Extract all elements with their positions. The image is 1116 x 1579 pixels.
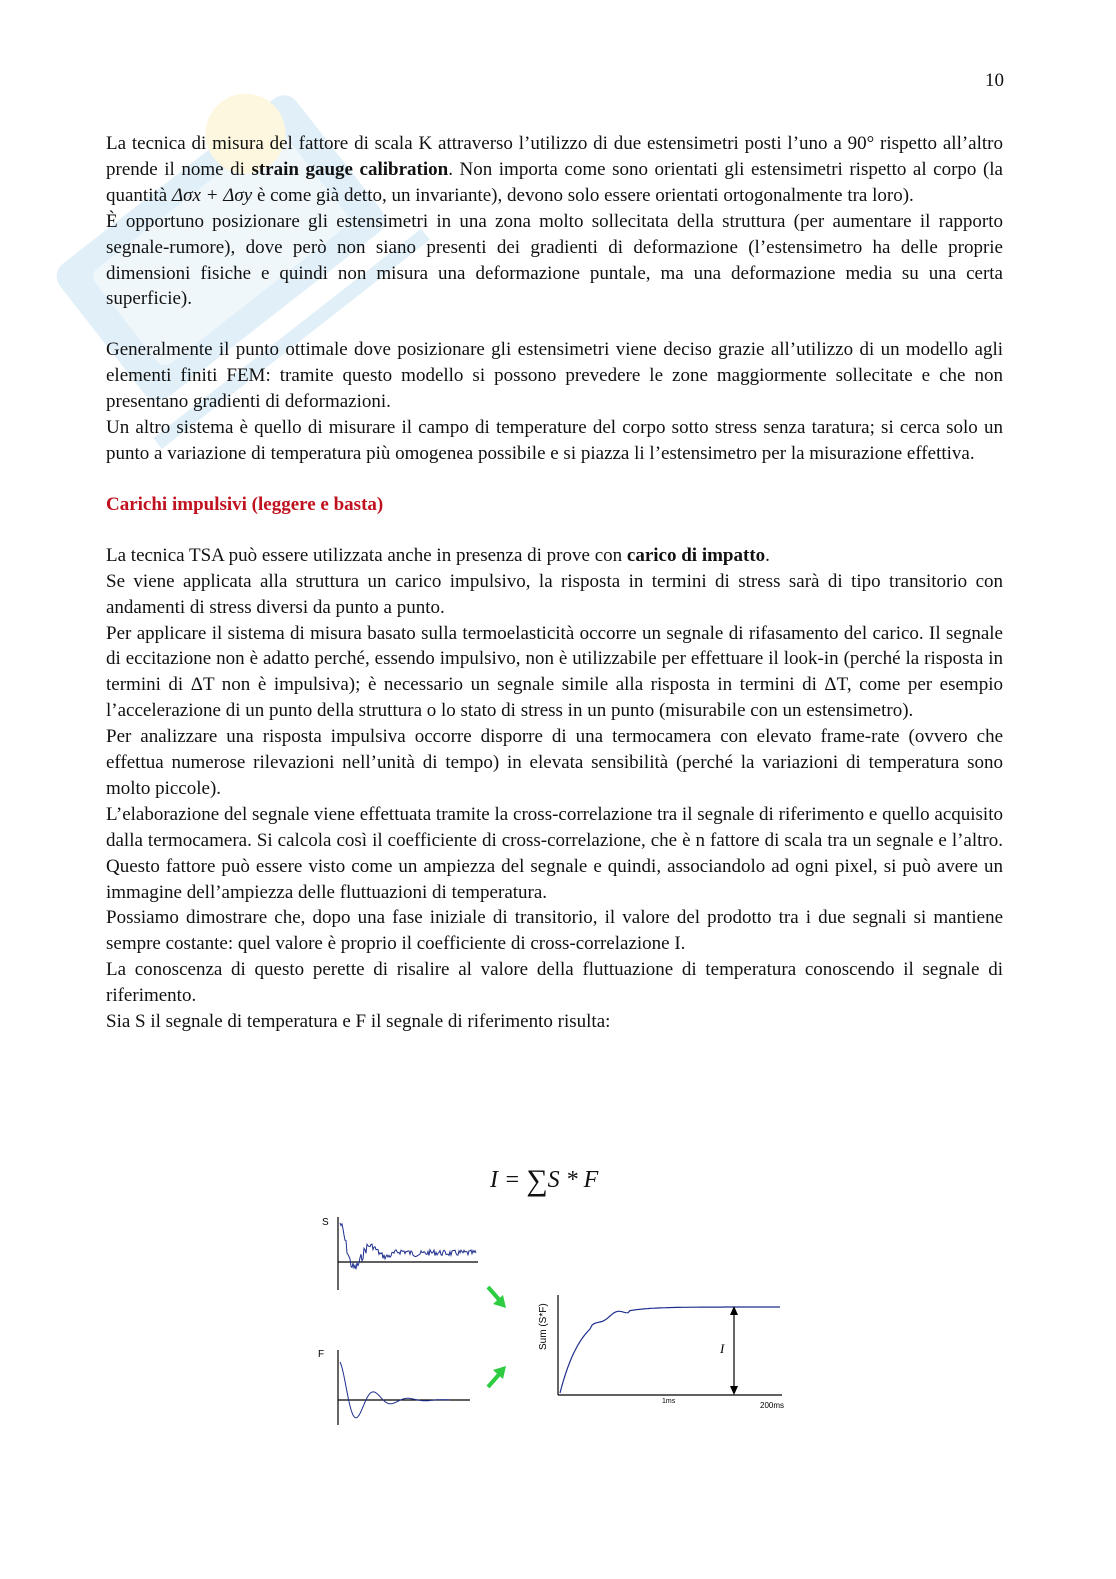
paragraph-fem: Generalmente il punto ottimale dove posizionare gli estensimetri viene deciso grazie all’utilizzo di un modello agli elementi finiti FEM: tramite questo modello si possono prevedere le zone maggiormente sollecitate e che non presentano gradienti di deformazioni.	[106, 339, 1003, 413]
i-marker-arrow-bottom	[730, 1386, 738, 1395]
paragraph-tsa-intro: La tecnica TSA può essere utilizzata anche in presenza di prove con carico di impatto.	[106, 544, 770, 566]
page-body	[106, 131, 1003, 1035]
signal-figure	[310, 1205, 800, 1435]
label-f: F	[318, 1349, 325, 1360]
arrow-up-icon	[488, 1366, 506, 1387]
page-number: 10	[985, 70, 1004, 91]
paragraph-constant-value: Possiamo dimostrare che, dopo una fase iniziale di transitorio, il valore del prodotto tra i due segnali si mantiene sempre costante: quel valore è proprio il coefficiente di cross-correlazione I.	[106, 907, 1003, 955]
f-signal-line	[340, 1362, 450, 1418]
i-marker-label: I	[720, 1341, 725, 1356]
paragraph-positioning: È opportuno posizionare gli estensimetri in una zona molto sollecitata della struttura (per aumentare il rapporto segnale-rumore), dove però non siano presenti dei gradienti di deformazione (l’estensimetro ha delle proprie dimensioni fisiche e quindi non misura una deformazione puntale, ma una deformazione media su una certa superficie).	[106, 210, 1003, 310]
signal-diagram	[310, 1205, 800, 1435]
sum-symbol: ∑	[526, 1164, 548, 1197]
label-s: S	[322, 1217, 329, 1228]
tick-mid: 1ms	[662, 1398, 676, 1405]
math-invariant: Δσx + Δσy	[171, 184, 253, 206]
paragraph-temperature-field: Un altro sistema è quello di misurare il campo di temperature del corpo sotto stress senza taratura; si cerca solo un punto a variazione di temperatura più omogenea possibile e si piazza li l’estensimetro per la misurazione effettiva.	[106, 417, 1003, 464]
tick-end: 200ms	[760, 1401, 785, 1410]
sum-curve	[560, 1307, 780, 1393]
section-heading: Carichi impulsivi (leggere e basta)	[106, 493, 384, 515]
paragraph-transient: Se viene applicata alla struttura un carico impulsivo, la risposta in termini di stress sarà di tipo transitorio con andamenti di stress diversi da punto a punto.	[106, 570, 1003, 618]
paragraph-strain-gauge: La tecnica di misura del fattore di scala K attraverso l’utilizzo di due estensimetri posti l’uno a 90° rispetto all’altro prende il nome di strain gauge calibration. Non importa come sono orientati gli estensimetri rispetto al corpo (la quantità Δσx + Δσy è come già detto, un invariante), devono solo essere orientati ortogonalmente tra loro).	[106, 133, 1003, 206]
arrow-down-icon	[488, 1287, 506, 1308]
paragraph-phase-signal: Per applicare il sistema di misura basato sulla termoelasticità occorre un segnale di rifasamento del carico. Il segnale di eccitazione non è adatto perché, essendo impulsivo, non è utilizzabile per effettuare il look-in (perché la risposta in termini di ΔT non è impulsiva); è necessario un segnale simile alla risposta in termini di ΔT, come per esempio l’accelerazione di un punto della struttura o lo stato di stress in un punto (misurabile con un estensimetro).	[106, 622, 1003, 722]
formula-cross-correlation: I = ∑S * F	[490, 1164, 599, 1197]
paragraph-reference-signal: La conoscenza di questo perette di risalire al valore della fluttuazione di temperatura conoscendo il segnale di riferimento.	[106, 959, 1003, 1007]
paragraph-cross-correlation: L’elaborazione del segnale viene effettuata tramite la cross-correlazione tra il segnale di riferimento e quello acquisito dalla termocamera. Si calcola così il coefficiente di cross-correlazione, che è n fattore di scala tra un segnale e l’altro. Questo fattore può essere visto come un ampiezza del segnale e quindi, associandolo ad ogni pixel, si può avere un immagine dell’ampiezza delle fluttuazioni di temperatura.	[106, 803, 1003, 903]
sum-ylabel: Sum (S*F)	[538, 1303, 549, 1350]
bold-term: carico di impatto	[626, 544, 766, 566]
bold-term: strain gauge calibration	[251, 158, 449, 180]
paragraph-definition: Sia S il segnale di temperatura e F il segnale di riferimento risulta:	[106, 1011, 611, 1033]
paragraph-framerate: Per analizzare una risposta impulsiva occorre disporre di una termocamera con elevato frame-rate (ovvero che effettua numerose rilevazioni nell’unità di tempo) in elevata sensibilità (perché la variazioni di temperatura sono molto piccole).	[106, 726, 1003, 799]
